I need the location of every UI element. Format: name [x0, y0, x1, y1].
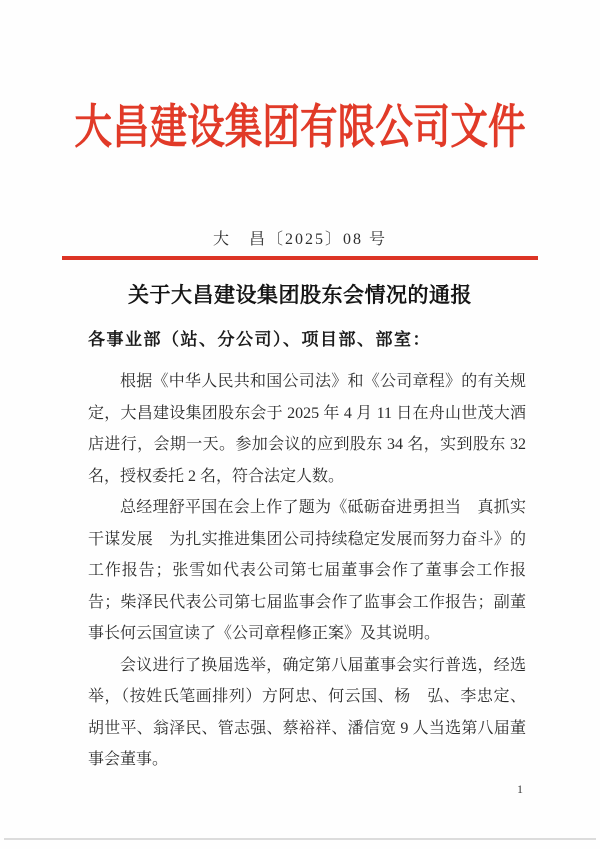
- document-body: [88, 366, 526, 776]
- body-paragraph: 根据《中华人民共和国公司法》和《公司章程》的有关规定，大昌建设集团股东会于 2025 年 4 月 11 日在舟山世茂大酒店进行，会期一天。参加会议的应到股东 34 名，实到股东 32 名，授权委托 2 名，符合法定人数。: [88, 373, 526, 485]
- salutation-line: 各事业部（站、分公司）、项目部、部室：: [88, 330, 431, 349]
- document-number: 大 昌〔2025〕08 号: [212, 231, 387, 248]
- document-subject-title: 关于大昌建设集团股东会情况的通报: [128, 283, 472, 307]
- scan-edge-artifact: [4, 838, 596, 840]
- letterhead-title: [0, 98, 600, 158]
- body-paragraph: 会议进行了换届选举，确定第八届董事会实行普选，经选举，（按姓氏笔画排列）方阿忠、何云国、杨 弘、李忠定、胡世平、翁泽民、管志强、蔡裕祥、潘信宽 9 人当选第八届董事会董事。: [88, 656, 526, 768]
- red-divider-rule: [62, 256, 538, 260]
- page-number: 1: [517, 782, 523, 796]
- body-paragraph: 总经理舒平国在会上作了题为《砥砺奋进勇担当 真抓实干谋发展 为扎实推进集团公司持续稳定发展而努力奋斗》的工作报告；张雪如代表公司第七届董事会作了董事会工作报告；柴泽民代表公司第七届监事会作了监事会工作报告；副董事长何云国宣读了《公司章程修正案》及其说明。: [88, 499, 526, 642]
- letterhead-title-text: 大昌建设集团有限公司文件: [74, 102, 526, 154]
